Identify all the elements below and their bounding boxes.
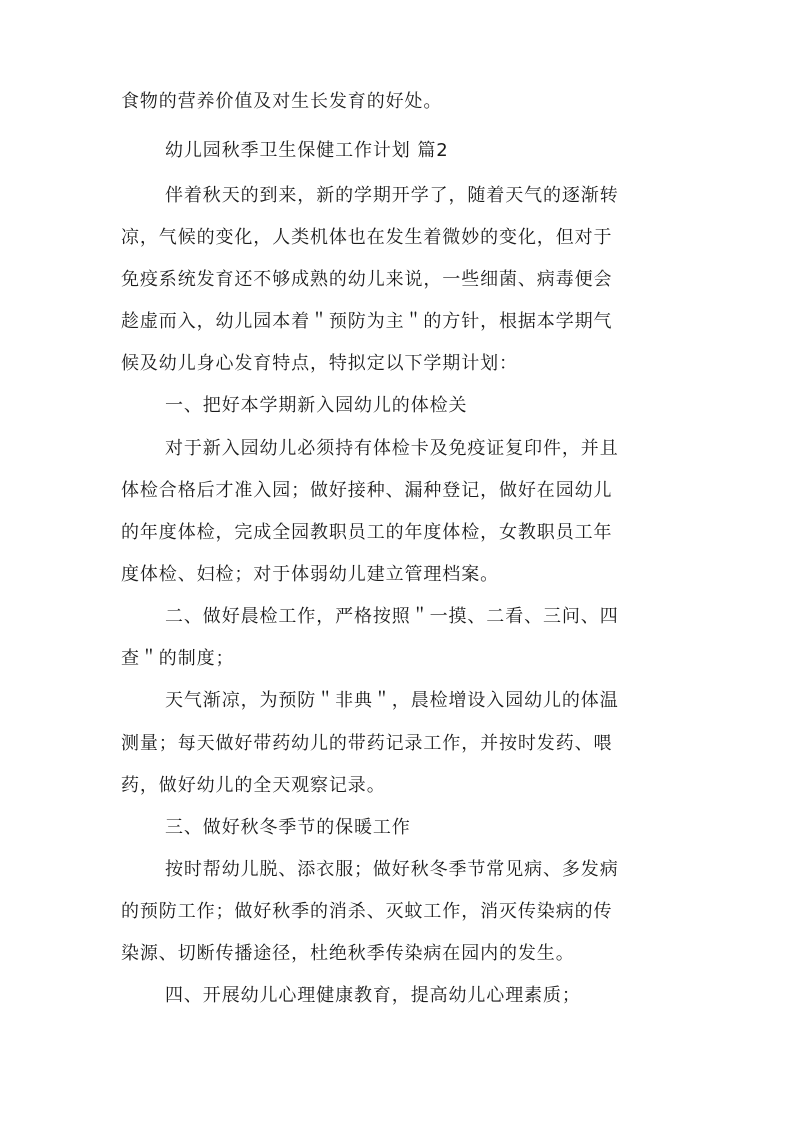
text-line: 伴着秋天的到来，新的学期开学了，随着天气的逐渐转 — [165, 185, 619, 206]
section-heading: 幼儿园秋季卫生保健工作计划 篇2 — [165, 140, 449, 161]
text-line: 食物的营养价值及对生长发育的好处。 — [121, 91, 443, 112]
text-line: 免疫系统发育还不够成熟的幼儿来说，一些细菌、病毒便会 — [121, 269, 613, 290]
text-line: 测量；每天做好带药幼儿的带药记录工作，并按时发药、喂 — [121, 733, 613, 754]
text-line: 度体检、妇检；对于体弱幼儿建立管理档案。 — [121, 564, 499, 585]
text-line: 体检合格后才准入园；做好接种、漏种登记，做好在园幼儿 — [121, 480, 613, 501]
section-heading: 二、做好晨检工作，严格按照＂一摸、二看、三问、四 — [165, 606, 619, 627]
text-line: 趁虚而入，幼儿园本着＂预防为主＂的方针，根据本学期气 — [121, 311, 613, 332]
section-heading: 四、开展幼儿心理健康教育，提高幼儿心理素质； — [165, 985, 581, 1006]
section-heading: 一、把好本学期新入园幼儿的体检关 — [165, 395, 468, 416]
text-line: 按时帮幼儿脱、添衣服；做好秋冬季节常见病、多发病 — [165, 859, 619, 880]
text-line: 的年度体检，完成全园教职员工的年度体检，女教职员工年 — [121, 522, 613, 543]
text-line: 对于新入园幼儿必须持有体检卡及免疫证复印件，并且 — [165, 438, 619, 459]
text-line: 天气渐凉，为预防＂非典＂，晨检增设入园幼儿的体温 — [165, 690, 619, 711]
text-line: 药，做好幼儿的全天观察记录。 — [121, 775, 386, 796]
text-line: 候及幼儿身心发育特点，特拟定以下学期计划： — [121, 353, 518, 374]
text-line: 查＂的制度； — [121, 648, 235, 669]
text-line: 染源、切断传播途径，杜绝秋季传染病在园内的发生。 — [121, 943, 575, 964]
text-line: 的预防工作；做好秋季的消杀、灭蚊工作，消灭传染病的传 — [121, 901, 613, 922]
section-heading: 三、做好秋冬季节的保暖工作 — [165, 817, 411, 838]
text-line: 凉，气候的变化，人类机体也在发生着微妙的变化，但对于 — [121, 227, 613, 248]
